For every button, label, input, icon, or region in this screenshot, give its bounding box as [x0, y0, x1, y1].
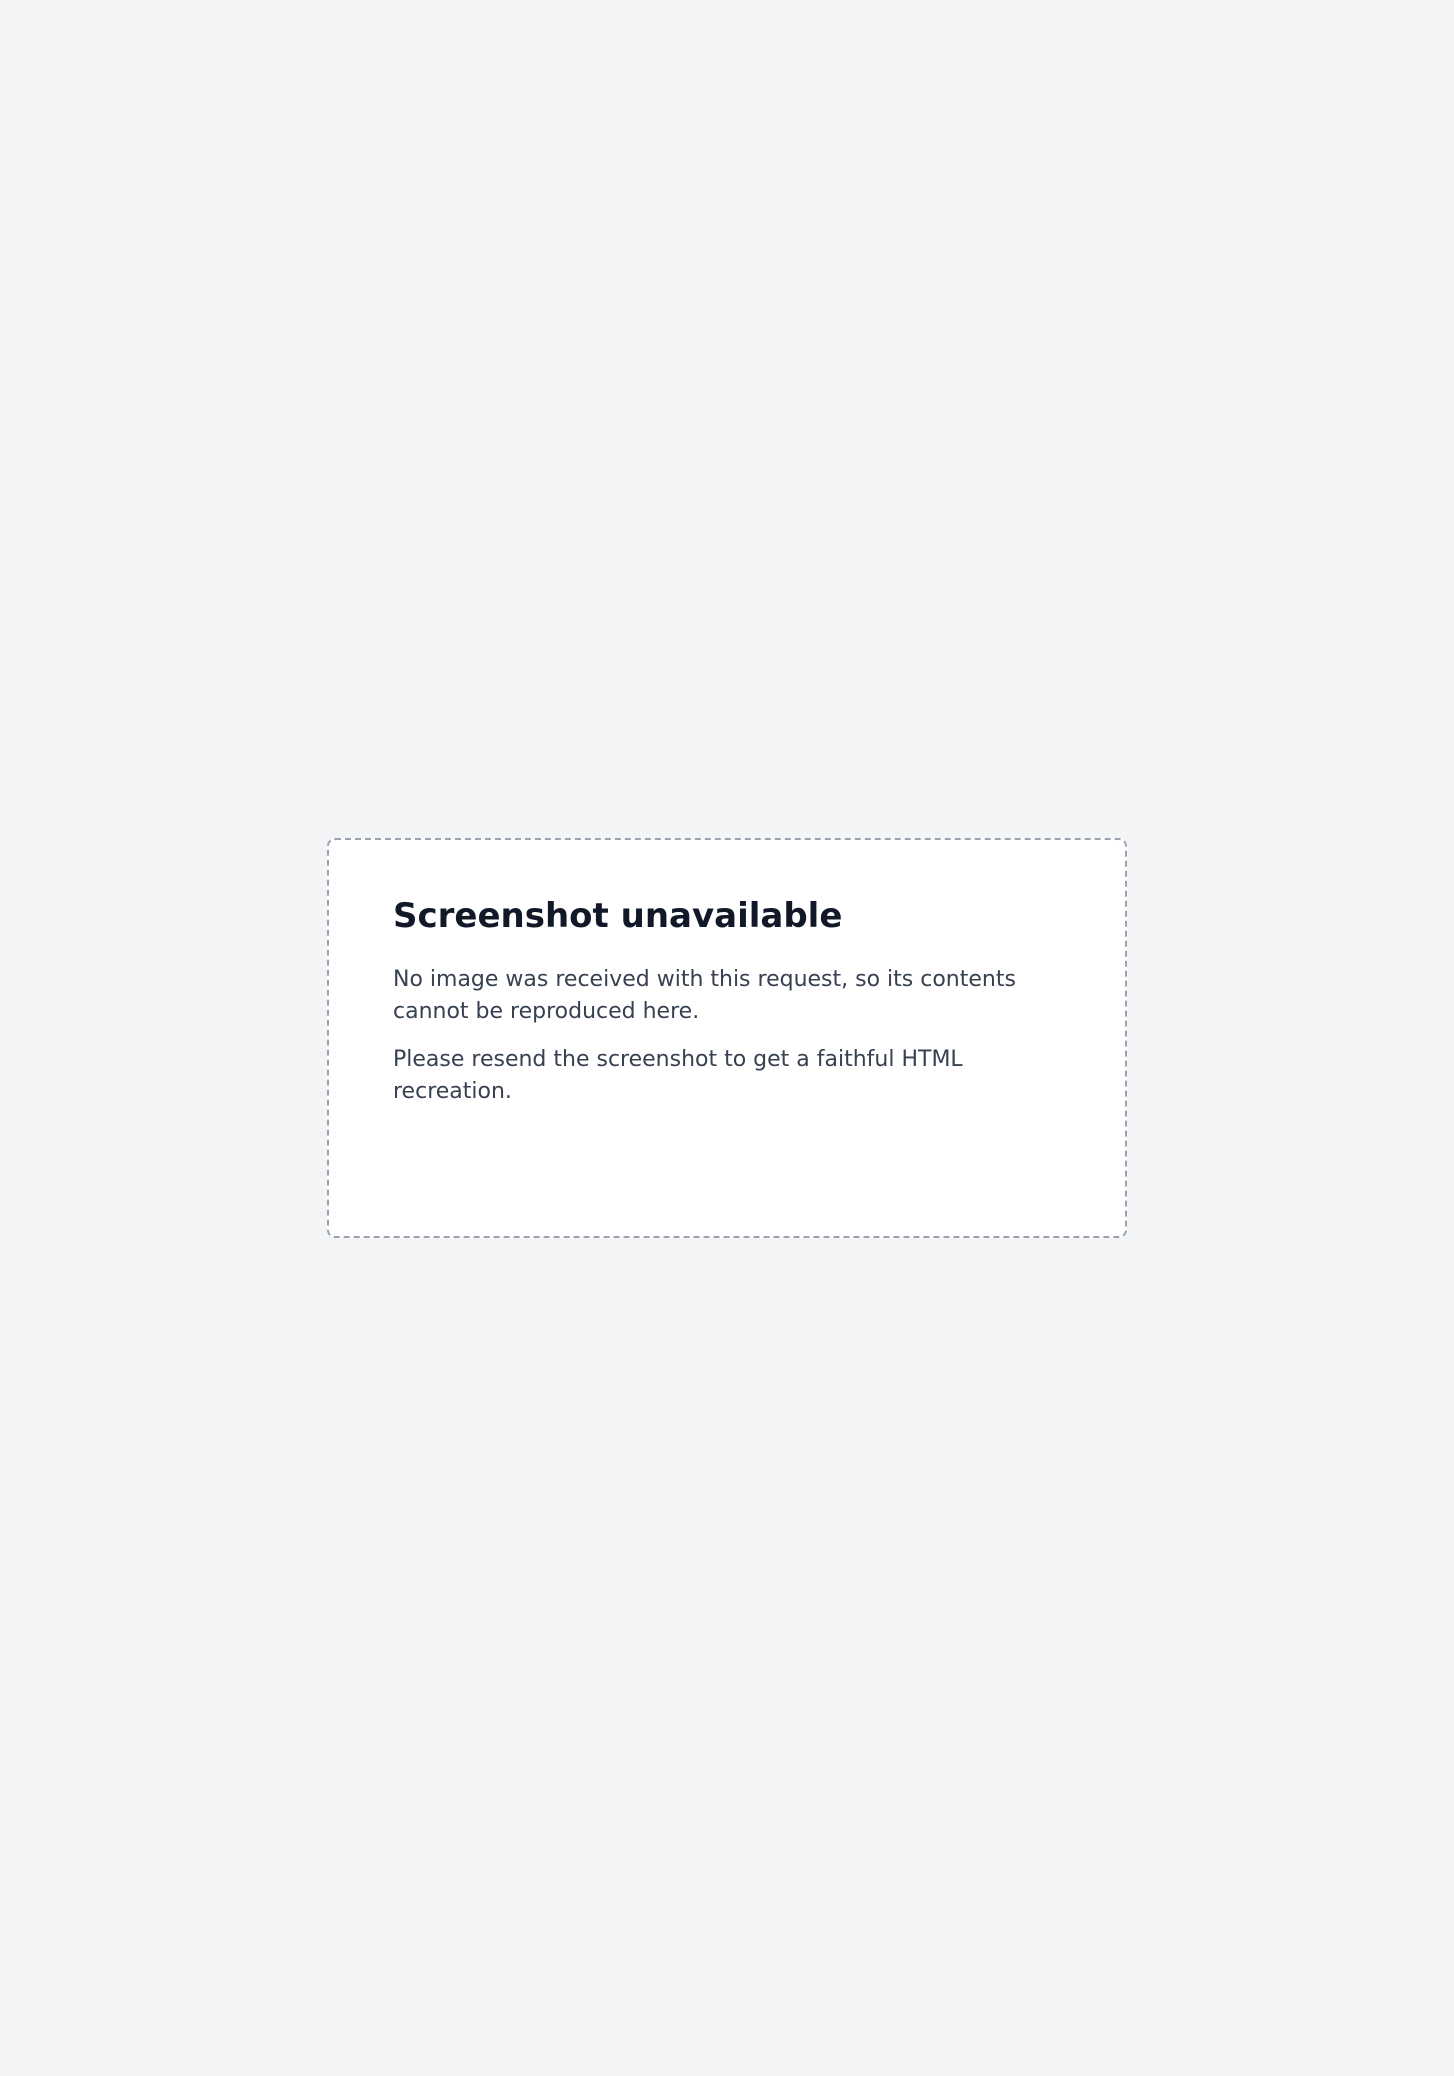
notice-hint: Please resend the screenshot to get a faithful HTML recreation.: [393, 1046, 963, 1104]
notice-title: Screenshot unavailable: [393, 896, 843, 936]
notice-message: No image was received with this request, so its contents cannot be reproduced here.: [393, 967, 1016, 1024]
missing-image-notice: [327, 838, 1127, 1238]
